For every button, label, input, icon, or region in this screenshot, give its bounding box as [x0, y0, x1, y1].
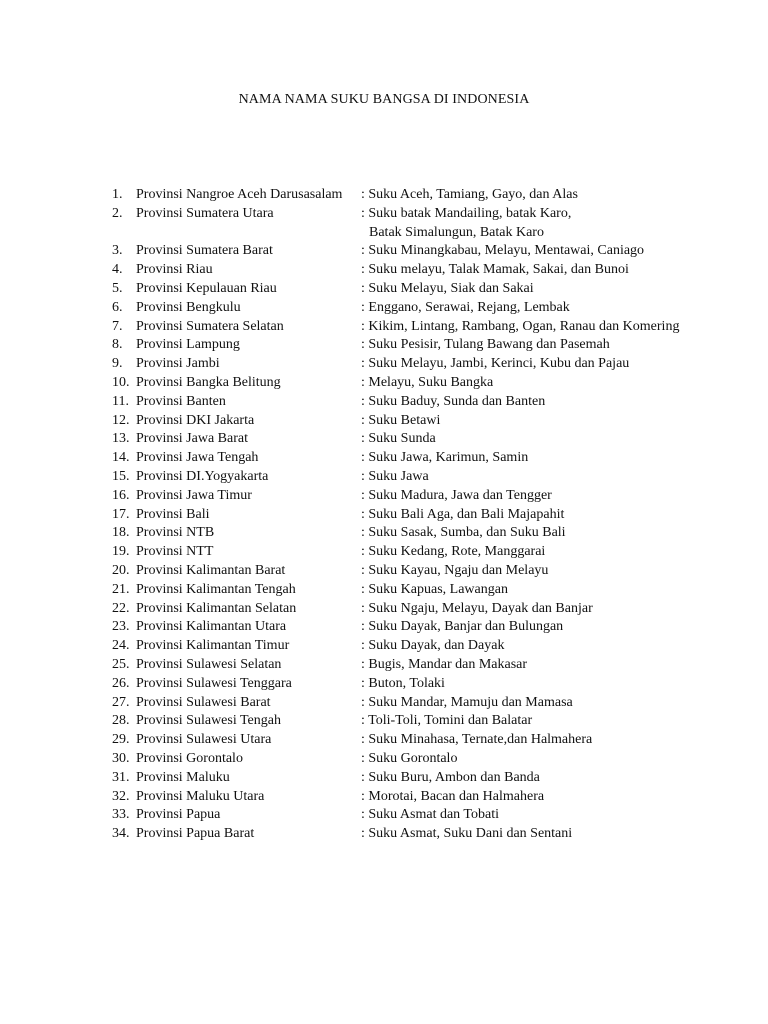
item-number: 11. [112, 393, 129, 409]
item-number: 30. [112, 750, 130, 766]
province-name: Provinsi Maluku [136, 769, 230, 785]
item-number: 13. [112, 431, 130, 447]
item-number: 12. [112, 412, 130, 428]
ethnic-groups: : Suku Asmat, Suku Dani dan Sentani [361, 826, 573, 842]
item-number: 14. [112, 450, 130, 466]
ethnic-groups: : Bugis, Mandar dan Makasar [361, 656, 528, 672]
province-name: Provinsi Gorontalo [136, 750, 243, 766]
list-item [0, 656, 768, 675]
list-item [0, 600, 768, 619]
list-item [0, 637, 768, 656]
item-number: 2. [112, 205, 123, 221]
ethnic-groups: : Suku Madura, Jawa dan Tengger [361, 487, 552, 503]
province-name: Provinsi Jambi [136, 356, 220, 372]
list-item [0, 336, 768, 355]
list-item [0, 562, 768, 581]
item-number: 33. [112, 807, 130, 823]
list-item [0, 299, 768, 318]
province-name: Provinsi Sumatera Barat [136, 243, 273, 259]
item-number: 26. [112, 675, 130, 691]
list-item [0, 261, 768, 280]
list-item [0, 186, 768, 205]
list-item [0, 374, 768, 393]
province-name: Provinsi Jawa Tengah [136, 450, 259, 466]
province-name: Provinsi DKI Jakarta [136, 412, 255, 428]
province-name: Provinsi NTB [136, 525, 215, 541]
ethnic-groups: : Suku Asmat dan Tobati [361, 807, 499, 823]
province-name: Provinsi Kalimantan Utara [136, 619, 287, 635]
ethnic-groups: : Suku Melayu, Siak dan Sakai [361, 280, 534, 296]
ethnic-groups: : Suku Melayu, Jambi, Kerinci, Kubu dan Pajau [361, 356, 630, 372]
list-item [0, 543, 768, 562]
list-item [0, 750, 768, 769]
list-item [0, 318, 768, 337]
page-title: NAMA NAMA SUKU BANGSA DI INDONESIA [238, 92, 530, 107]
item-number: 28. [112, 713, 130, 729]
ethnic-groups: : Suku Jawa [361, 468, 429, 484]
item-number: 6. [112, 299, 123, 315]
ethnic-groups: : Suku Kedang, Rote, Manggarai [361, 544, 546, 560]
list-item [0, 731, 768, 750]
list-item [0, 468, 768, 487]
item-number: 19. [112, 544, 130, 560]
ethnic-groups: : Suku Mandar, Mamuju dan Mamasa [361, 694, 573, 710]
list-item [0, 355, 768, 374]
item-number: 7. [112, 318, 123, 334]
item-number: 4. [112, 262, 123, 278]
province-name: Provinsi Sulawesi Tenggara [136, 675, 292, 691]
province-name: Provinsi Kalimantan Tengah [136, 581, 296, 597]
ethnic-groups: : Suku batak Mandailing, batak Karo, [361, 205, 572, 221]
list-item [0, 430, 768, 449]
province-name: Provinsi Maluku Utara [136, 788, 265, 804]
ethnic-groups: : Kikim, Lintang, Rambang, Ogan, Ranau dan Komering [361, 318, 680, 334]
item-number: 23. [112, 619, 130, 635]
ethnic-groups: : Suku Buru, Ambon dan Banda [361, 769, 540, 785]
ethnic-groups: : Morotai, Bacan dan Halmahera [361, 788, 545, 804]
list-item [0, 618, 768, 637]
ethnic-groups: : Toli-Toli, Tomini dan Balatar [361, 713, 533, 729]
list-item [0, 506, 768, 525]
list-item [0, 769, 768, 788]
province-name: Provinsi Kepulauan Riau [136, 280, 277, 296]
list-item [0, 712, 768, 731]
province-name: Provinsi Kalimantan Barat [136, 562, 286, 578]
province-name: Provinsi Lampung [136, 337, 240, 353]
item-number: 5. [112, 280, 123, 296]
item-number: 8. [112, 337, 123, 353]
province-name: Provinsi Jawa Timur [136, 487, 252, 503]
item-number: 34. [112, 826, 130, 842]
ethnic-groups-continued: Batak Simalungun, Batak Karo [369, 224, 544, 240]
item-number: 21. [112, 581, 130, 597]
province-name: Provinsi Banten [136, 393, 226, 409]
province-name: Provinsi Kalimantan Selatan [136, 600, 297, 616]
list-item [0, 788, 768, 807]
item-number: 17. [112, 506, 130, 522]
item-number: 15. [112, 468, 130, 484]
item-number: 22. [112, 600, 130, 616]
province-name: Provinsi Sulawesi Barat [136, 694, 271, 710]
ethnic-groups: : Suku Sunda [361, 431, 436, 447]
item-number: 18. [112, 525, 130, 541]
item-number: 1. [112, 187, 123, 202]
list-item [0, 694, 768, 713]
ethnic-groups: : Suku Sasak, Sumba, dan Suku Bali [361, 525, 566, 541]
ethnic-groups: : Suku Baduy, Sunda dan Banten [361, 393, 546, 409]
province-name: Provinsi Bengkulu [136, 299, 241, 315]
province-name: Provinsi Bali [136, 506, 210, 522]
list-item [0, 205, 768, 243]
province-name: Provinsi Sulawesi Utara [136, 732, 272, 748]
item-number: 25. [112, 656, 130, 672]
list-item [0, 581, 768, 600]
province-name: Provinsi Sulawesi Tengah [136, 713, 281, 729]
item-number: 31. [112, 769, 130, 785]
list-item [0, 487, 768, 506]
province-name: Provinsi Riau [136, 262, 213, 278]
province-name: Provinsi Nangroe Aceh Darusasalam [136, 187, 343, 202]
ethnic-groups: : Suku melayu, Talak Mamak, Sakai, dan Bunoi [361, 262, 629, 278]
province-name: Provinsi Jawa Barat [136, 431, 248, 447]
list-item [0, 280, 768, 299]
list-item [0, 412, 768, 431]
item-number: 10. [112, 374, 130, 390]
list-item [0, 675, 768, 694]
ethnic-groups: : Buton, Tolaki [361, 675, 445, 691]
ethnic-groups: : Suku Minahasa, Ternate,dan Halmahera [361, 732, 593, 748]
ethnic-groups: : Suku Pesisir, Tulang Bawang dan Pasemah [361, 337, 610, 353]
ethnic-groups: : Suku Dayak, Banjar dan Bulungan [361, 619, 564, 635]
item-number: 20. [112, 562, 130, 578]
ethnic-groups: : Suku Dayak, dan Dayak [361, 638, 505, 654]
list-item [0, 825, 768, 844]
ethnic-groups: : Suku Betawi [361, 412, 441, 428]
list-item [0, 242, 768, 261]
list-item [0, 393, 768, 412]
item-number: 24. [112, 638, 130, 654]
province-name: Provinsi Sulawesi Selatan [136, 656, 282, 672]
province-name: Provinsi Bangka Belitung [136, 374, 281, 390]
item-number: 9. [112, 356, 123, 372]
ethnic-groups: : Melayu, Suku Bangka [361, 374, 494, 390]
item-number: 16. [112, 487, 130, 503]
province-name: Provinsi Kalimantan Timur [136, 638, 290, 654]
province-name: Provinsi DI.Yogyakarta [136, 468, 269, 484]
ethnic-groups: : Suku Bali Aga, dan Bali Majapahit [361, 506, 565, 522]
province-name: Provinsi Papua Barat [136, 826, 255, 842]
province-name: Provinsi Papua [136, 807, 221, 823]
item-number: 3. [112, 243, 123, 259]
ethnic-groups: : Suku Kayau, Ngaju dan Melayu [361, 562, 549, 578]
province-name: Provinsi Sumatera Utara [136, 205, 274, 221]
province-list [0, 186, 768, 844]
list-item [0, 806, 768, 825]
item-number: 27. [112, 694, 130, 710]
ethnic-groups: : Suku Minangkabau, Melayu, Mentawai, Caniago [361, 243, 645, 259]
list-item [0, 449, 768, 468]
ethnic-groups: : Enggano, Serawai, Rejang, Lembak [361, 299, 570, 315]
province-name: Provinsi NTT [136, 544, 214, 560]
province-name: Provinsi Sumatera Selatan [136, 318, 284, 334]
ethnic-groups: : Suku Gorontalo [361, 750, 458, 766]
ethnic-groups: : Suku Jawa, Karimun, Samin [361, 450, 529, 466]
item-number: 29. [112, 732, 130, 748]
ethnic-groups: : Suku Ngaju, Melayu, Dayak dan Banjar [361, 600, 593, 616]
list-item [0, 524, 768, 543]
ethnic-groups: : Suku Aceh, Tamiang, Gayo, dan Alas [361, 187, 578, 202]
ethnic-groups: : Suku Kapuas, Lawangan [361, 581, 508, 597]
item-number: 32. [112, 788, 130, 804]
